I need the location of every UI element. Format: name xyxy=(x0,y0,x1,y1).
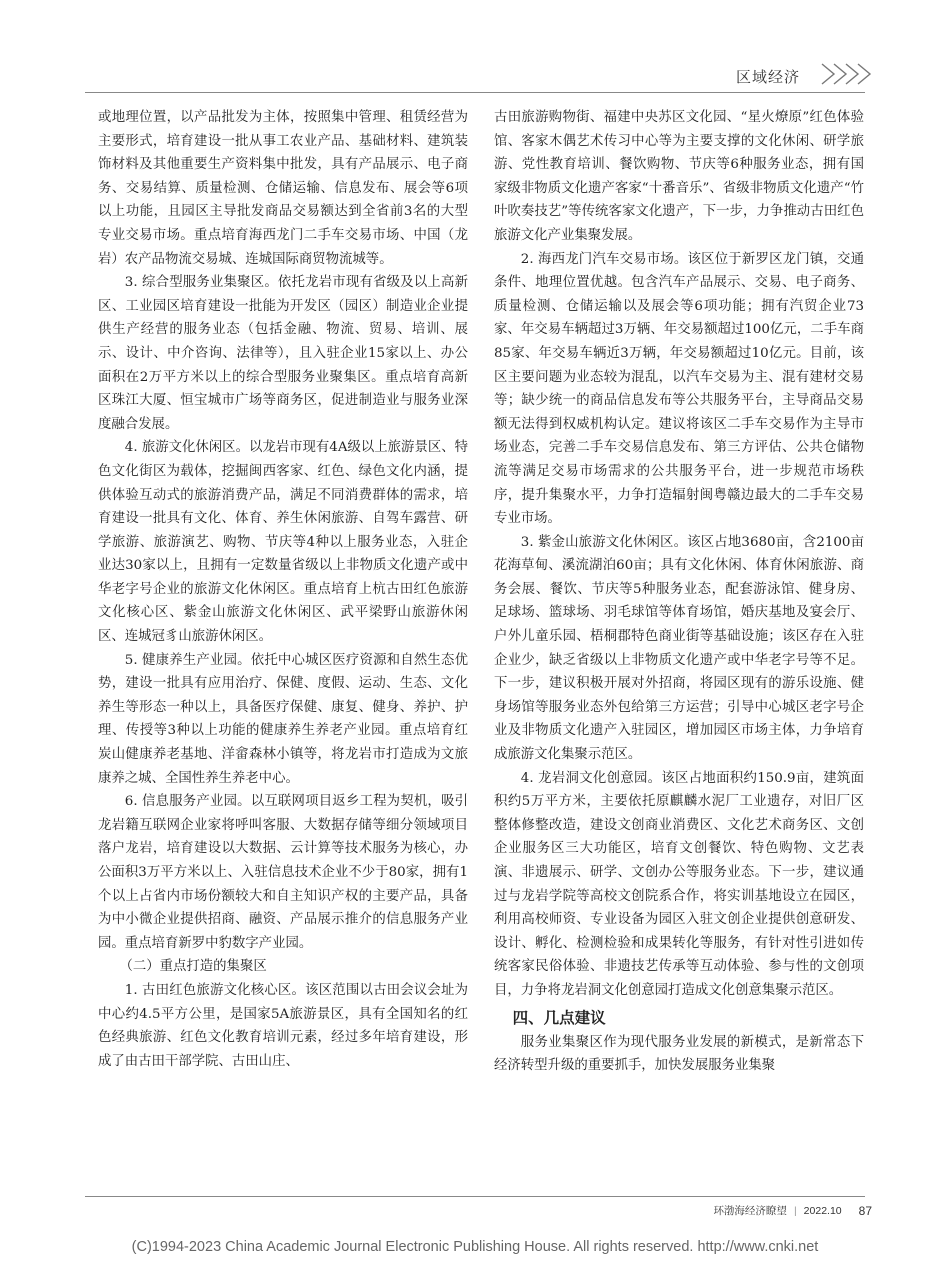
footer-separator: | xyxy=(793,1204,797,1217)
copyright-watermark: (C)1994-2023 China Academic Journal Electronic Publishing House. All rights reserved. http://www.cnki.net xyxy=(131,1239,819,1255)
paragraph: 5. 健康养生产业园。依托中心城区医疗资源和自然生态优势，建设一批具有应用治疗、保健、度假、运动、生态、文化养生等形态一种以上，具备医疗保健、康复、健身、养护、护理、传授等3种以上功能的健康养生养老产业园。重点培育红炭山健康养老基地、洋畲森林小镇等，将龙岩市打造成为文旅康养之城、全国性养生养老中心。 xyxy=(98,652,468,786)
issue-number: 2022.10 xyxy=(803,1204,842,1217)
left-column xyxy=(98,106,468,1073)
paragraph: 4. 龙岩洞文化创意园。该区占地面积约150.9亩，建筑面积约5万平方米，主要依托原麒麟水泥厂工业遗存，对旧厂区整体修整改造，建设文创商业消费区、文化艺术商务区、文创企业服务区三大功能区，培育文创餐饮、特色购物、文艺表演、非遗展示、研学、文创办公等服务业态。下一步，建议通过与龙岩学院等高校文创院系合作，将实训基地设立在园区，利用高校师资、专业设备为园区入驻文创企业提供创意研发、设计、孵化、检测检验和成果转化等服务，有针对性引进如传统客家民俗体验、非遗技艺传承等互动体验、参与性的文创项目，力争将龙岩洞文化创意园打造成文化创意集聚示范区。 xyxy=(494,770,864,998)
paragraph: 3. 紫金山旅游文化休闲区。该区占地3680亩，含2100亩花海草甸、溪流湖泊60亩；具有文化休闲、体育休闲旅游、商务会展、餐饮、节庆等5种服务业态，配套游泳馆、健身房、足球场、篮球场、羽毛球馆等体育场馆，婚庆基地及宴会厅、户外儿童乐园、梧桐郡特色商业街等基础设施；该区存在入驻企业少，缺乏省级以上非物质文化遗产或中华老字号等不足。下一步，建议积极开展对外招商，将园区现有的游乐设施、健身场馆等服务业态外包给第三方运营；引导中心城区老字号企业及非物质文化遗产入驻园区，增加园区市场主体，力争培育成旅游文化集聚示范区。 xyxy=(494,534,864,763)
right-column xyxy=(494,106,864,1078)
paragraph: 3. 综合型服务业集聚区。依托龙岩市现有省级及以上高新区、工业园区培育建设一批能为开发区（园区）制造业企业提供生产经营的服务业态（包括金融、物流、贸易、培训、展示、设计、中介咨询、法律等），且入驻企业15家以上、办公面积在2万平方米以上的综合型服务业聚集区。重点培育高新区珠江大厦、恒宝城市广场等商务区，促进制造业与服务业深度融合发展。 xyxy=(98,275,468,432)
paragraph: 或地理位置，以产品批发为主体，按照集中管理、租赁经营为主要形式，培育建设一批从事工农业产品、基础材料、建筑装饰材料及其他重要生产资料集中批发，具有产品展示、电子商务、交易结算、质量检测、仓储运输、信息发布、展会等6项以上功能，且园区主导批发商品交易额达到全省前3名的大型专业交易市场。重点培育海西龙门二手车交易市场、中国（龙岩）农产品物流交易城、连城国际商贸物流城等。 xyxy=(98,110,468,267)
header-divider xyxy=(85,92,865,93)
sub-heading: （二）重点打造的集聚区 xyxy=(119,959,267,975)
paragraph: 2. 海西龙门汽车交易市场。该区位于新罗区龙门镇，交通条件、地理位置优越。包含汽车产品展示、交易、电子商务、质量检测、仓储运输以及展会等6项功能；拥有汽贸企业73家、年交易车辆超过3万辆、年交易额超过100亿元，二手车商85家、年交易车辆近3万辆，年交易额超过10亿元。目前，该区主要问题为业态较为混乱，以汽车交易为主、混有建材交易等；缺少统一的商品信息发布等公共服务平台，主导商品交易额无法得到权威机构认定。建议将该区二手车交易作为主导市场业态，完善二手车交易信息发布、第三方评估、公共仓储物流等满足交易市场需求的公共服务平台，进一步规范市场秩序，提升集聚水平，力争打造辐射闽粤赣边最大的二手车交易专业市场。 xyxy=(494,251,864,527)
paragraph: 6. 信息服务产业园。以互联网项目返乡工程为契机，吸引龙岩籍互联网企业家将呼叫客服、大数据存储等细分领域项目落户龙岩，培育建设以大数据、云计算等技术服务为核心，办公面积3万平方米以上、入驻信息技术企业不少于80家，拥有1个以上占省内市场份额较大和自主知识产权的主要产品，具备为中小微企业提供招商、融资、产品展示推介的信息服务产业园。重点培育新罗中豹数字产业园。 xyxy=(98,794,468,951)
paragraph: 1. 古田红色旅游文化核心区。该区范围以古田会议会址为中心约4.5平方公里，是国家5A旅游景区，具有全国知名的红色经典旅游、红色文化教育培训元素，经过多年培育建设，形成了由古田干部学院、古田山庄、 xyxy=(98,982,468,1069)
footer-divider xyxy=(85,1196,865,1197)
page-footer xyxy=(713,1203,872,1218)
chevron-arrows-icon xyxy=(818,60,882,88)
section-title: 区域经济 xyxy=(736,68,801,86)
paragraph: 古田旅游购物街、福建中央苏区文化园、“星火燎原”红色体验馆、客家木偶艺术传习中心等为主要支撑的文化休闲、研学旅游、党性教育培训、餐饮购物、节庆等6种服务业态，拥有国家级非物质文化遗产客家“十番音乐”、省级非物质文化遗产“竹叶吹奏技艺”等传统客家文化遗产，下一步，力争推动古田红色旅游文化产业集聚发展。 xyxy=(494,110,864,243)
journal-name: 环渤海经济瞭望 xyxy=(713,1205,787,1217)
section-heading: 四、几点建议 xyxy=(512,1008,606,1027)
paragraph: 服务业集聚区作为现代服务业发展的新模式，是新常态下经济转型升级的重要抓手，加快发展服务业集聚 xyxy=(494,1034,864,1074)
page-number: 87 xyxy=(858,1203,872,1218)
paragraph: 4. 旅游文化休闲区。以龙岩市现有4A级以上旅游景区、特色文化街区为载体，挖掘闽西客家、红色、绿色文化内涵，提供体验互动式的旅游消费产品，满足不同消费群体的需求，培育建设一批具有文化、体育、养生休闲旅游、自驾车露营、研学旅游、旅游演艺、购物、节庆等4种以上服务业态，入驻企业达30家以上，且拥有一定数量省级以上非物质文化遗产或中华老字号企业的旅游文化休闲区。重点培育上杭古田红色旅游文化核心区、紫金山旅游文化休闲区、武平梁野山旅游休闲区、连城冠豸山旅游休闲区。 xyxy=(98,440,469,645)
